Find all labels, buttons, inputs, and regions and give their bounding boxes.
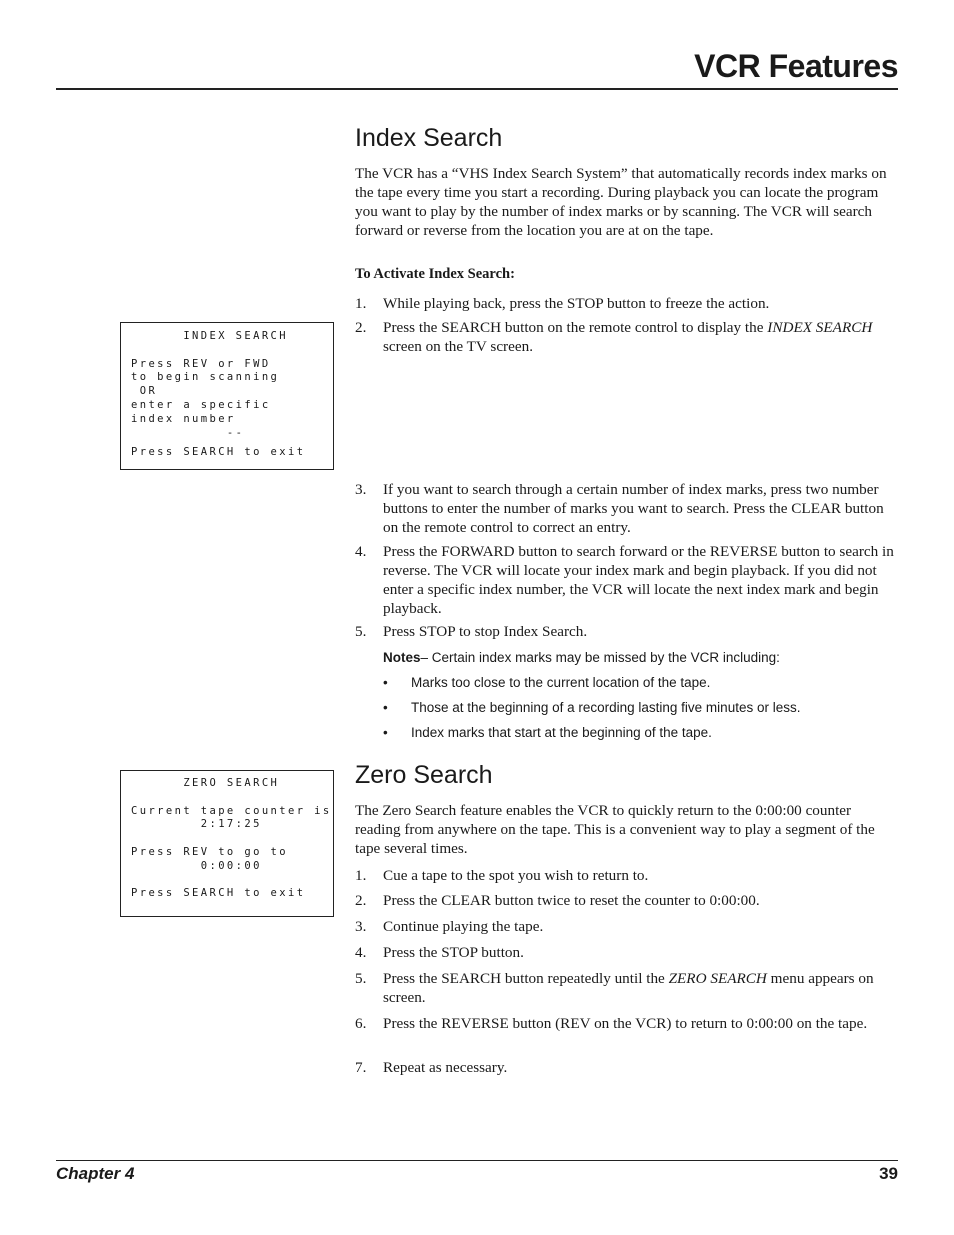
- screen-line: to begin scanning: [131, 371, 280, 384]
- screen-line: OR: [131, 385, 158, 398]
- step-number: 1.: [355, 295, 367, 312]
- screen-line: INDEX SEARCH: [131, 330, 288, 342]
- footer-chapter: Chapter 4: [56, 1164, 135, 1183]
- notes: Notes– Certain index marks may be missed by the VCR including:: [383, 650, 780, 665]
- step-number: 2.: [355, 892, 367, 909]
- note-bullet: • Marks too close to the current location of the tape.: [383, 675, 711, 690]
- step-number: 6.: [355, 1015, 367, 1032]
- activate-subheading: To Activate Index Search:: [355, 266, 515, 282]
- header-rule: [56, 88, 898, 90]
- screen-line: Press REV or FWD: [131, 357, 271, 370]
- screen-line: Press SEARCH to exit: [131, 446, 306, 459]
- zero-step-5: [355, 969, 900, 1007]
- screen-line: Press REV to go to: [131, 845, 288, 858]
- step-text: Press the SEARCH button repeatedly until the ZERO SEARCH menu appears on screen.: [383, 970, 874, 1006]
- step-number: 5.: [355, 623, 367, 640]
- screen-line: [131, 791, 333, 805]
- zero-step-2: [355, 891, 900, 910]
- screen-line: Press SEARCH to exit: [131, 887, 306, 900]
- step-text: Press the SEARCH button on the remote control to display the INDEX SEARCH screen on the TV screen.: [383, 319, 873, 355]
- screen-line: Current tape counter is: [131, 804, 332, 817]
- index-step-2: [355, 318, 900, 356]
- step-number: 1.: [355, 867, 367, 884]
- step-number: 2.: [355, 319, 367, 336]
- step-text: Press the REVERSE button (REV on the VCR) to return to 0:00:00 on the tape.: [383, 1015, 868, 1032]
- screen-line: ZERO SEARCH: [131, 777, 280, 789]
- step-text: Press the FORWARD button to search forward or the REVERSE button to search in reverse. The VCR will locate your index mark and begin playback. If you did not enter a specific index number, the VCR will locate the next index mark and begin playback.: [383, 543, 894, 617]
- index-step-5: [355, 622, 900, 641]
- screen-line: --: [131, 426, 245, 439]
- page-header-title: VCR Features: [694, 48, 898, 84]
- step-text: Press the STOP button.: [383, 944, 524, 961]
- screen-line: enter a specific: [131, 398, 271, 411]
- step-text: Cue a tape to the spot you wish to return to.: [383, 867, 649, 884]
- zero-search-intro: The Zero Search feature enables the VCR to quickly return to the 0:00:00 counter reading from anywhere on the tape. This is a convenient way to play a segment of the tape several times.: [355, 802, 875, 857]
- step-number: 3.: [355, 918, 367, 935]
- zero-step-6: [355, 1014, 900, 1033]
- index-search-screen: [120, 322, 334, 470]
- index-step-1: [355, 294, 900, 313]
- step-number: 3.: [355, 481, 367, 498]
- screen-line: [131, 874, 333, 888]
- step-number: 4.: [355, 543, 367, 560]
- step-number: 5.: [355, 970, 367, 987]
- note-bullet: • Index marks that start at the beginning of the tape.: [383, 725, 712, 740]
- step-number: 4.: [355, 944, 367, 961]
- index-step-3: [355, 480, 900, 537]
- zero-step-7: [355, 1058, 900, 1077]
- screen-line: [131, 832, 333, 846]
- screen-line: [131, 344, 333, 358]
- index-step-4: [355, 542, 900, 618]
- note-bullet: • Those at the beginning of a recording lasting five minutes or less.: [383, 700, 801, 715]
- zero-step-1: [355, 866, 900, 885]
- footer-rule: [56, 1160, 898, 1161]
- screen-line: 2:17:25: [131, 818, 262, 831]
- step-text: Press the CLEAR button twice to reset the counter to 0:00:00.: [383, 892, 760, 909]
- step-text: Press STOP to stop Index Search.: [383, 623, 588, 640]
- step-text: Continue playing the tape.: [383, 918, 544, 935]
- footer-page-number: 39: [879, 1164, 898, 1183]
- zero-search-screen: [120, 770, 334, 917]
- step-text: Repeat as necessary.: [383, 1059, 508, 1076]
- zero-step-3: [355, 917, 900, 936]
- step-text: While playing back, press the STOP button to freeze the action.: [383, 295, 770, 312]
- screen-line: 0:00:00: [131, 859, 262, 872]
- index-search-heading: Index Search: [355, 124, 503, 152]
- step-number: 7.: [355, 1059, 367, 1076]
- zero-step-4: [355, 943, 900, 962]
- zero-search-heading: Zero Search: [355, 761, 493, 789]
- screen-line: index number: [131, 412, 236, 425]
- step-text: If you want to search through a certain number of index marks, press two number buttons to enter the number of marks you want to search. Press the CLEAR button on the remote control to correct an entry.: [383, 481, 884, 536]
- index-search-intro: The VCR has a “VHS Index Search System” that automatically records index marks on the tape every time you start a recording. During playback you can locate the program you want to play by the number of index marks or by scanning. The VCR will search forward or reverse from the location you are at on the tape.: [355, 165, 887, 239]
